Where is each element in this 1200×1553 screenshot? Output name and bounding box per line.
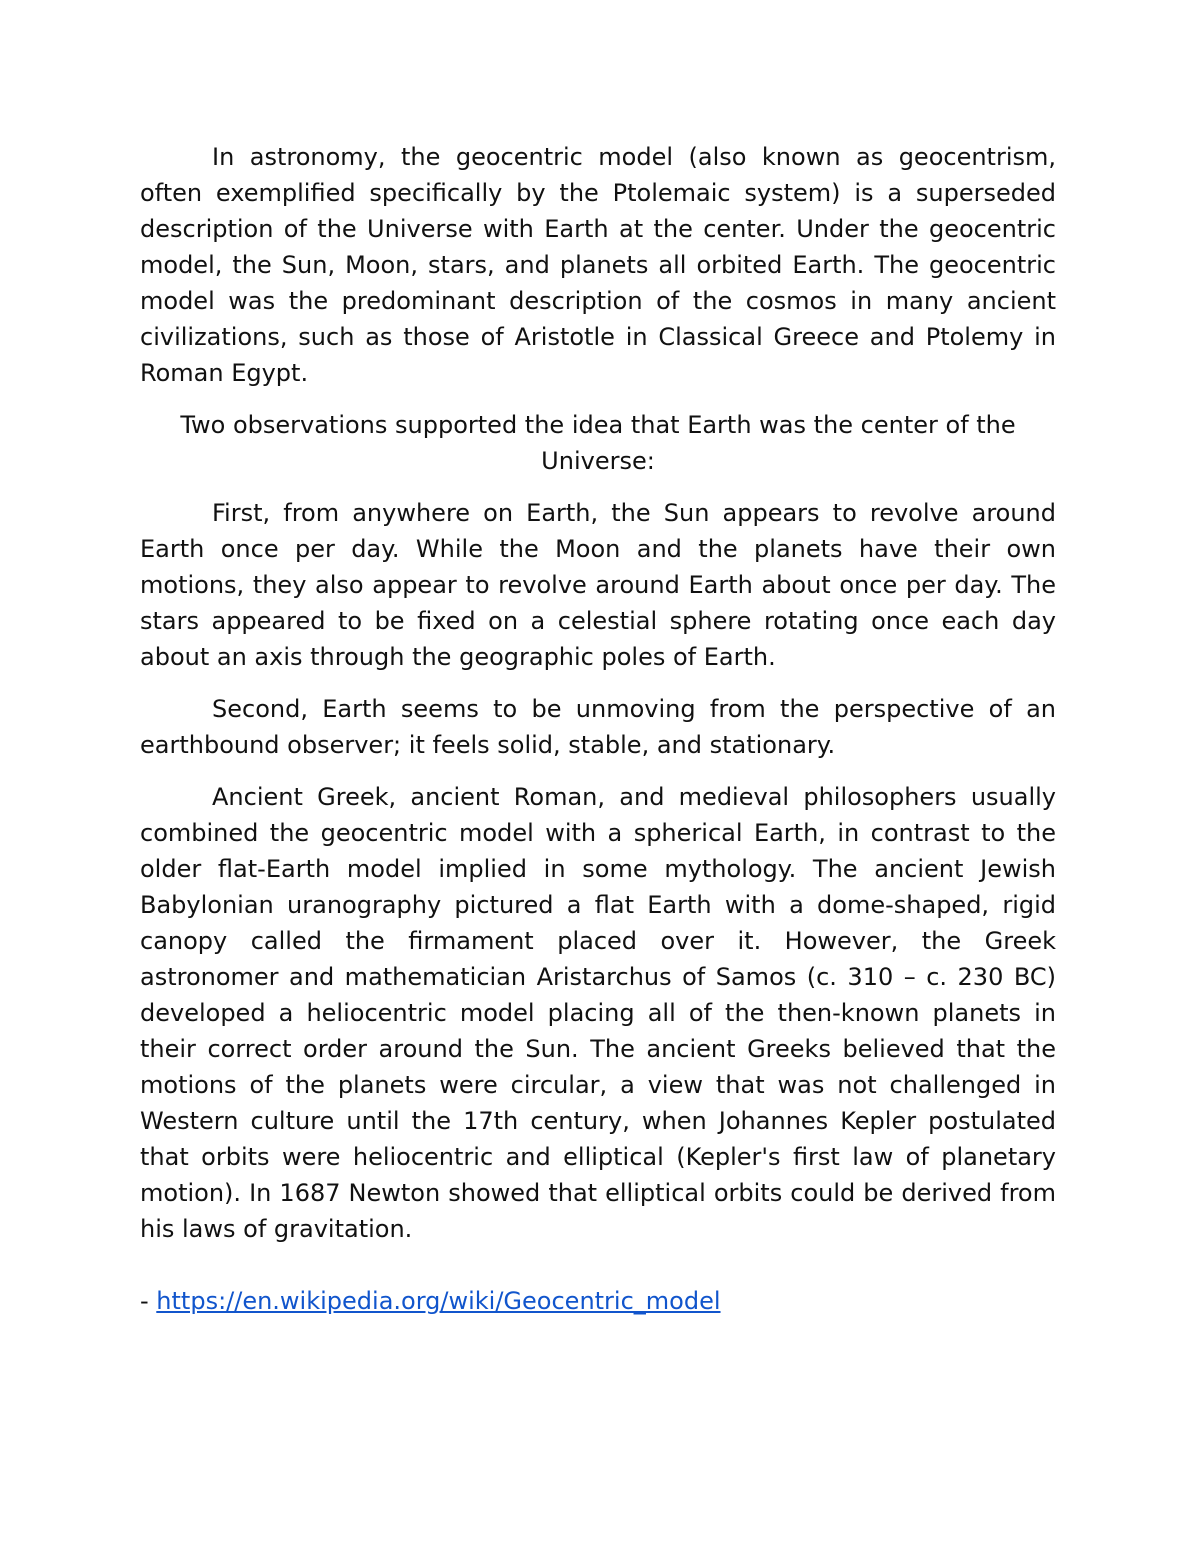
source-citation (140, 1283, 1056, 1319)
paragraph-second-observation: Second, Earth seems to be unmoving from the perspective of an earthbound observer; it feels solid, stable, and stationary. (140, 695, 1056, 759)
paragraph-intro: In astronomy, the geocentric model (also known as geocentrism, often exemplified specifically by the Ptolemaic system) is a superseded description of the Universe with Earth at the center. Under the geocentric model, the Sun, Moon, stars, and planets all orbited Earth. The geocentric model was the predominant description of the cosmos in many ancient civilizations, such as those of Aristotle in Classical Greece and Ptolemy in Roman Egypt. (140, 143, 1056, 387)
paragraph-history: Ancient Greek, ancient Roman, and medieval philosophers usually combined the geocentric model with a spherical Earth, in contrast to the older flat-Earth model implied in some mythology. The ancient Jewish Babylonian uranography pictured a flat Earth with a dome-shaped, rigid canopy called the firmament placed over it. However, the Greek astronomer and mathematician Aristarchus of Samos (c. 310 – c. 230 BC) developed a heliocentric model placing all of the then-known planets in their correct order around the Sun. The ancient Greeks believed that the motions of the planets were circular, a view that was not challenged in Western culture until the 17th century, when Johannes Kepler postulated that orbits were heliocentric and elliptical (Kepler's first law of planetary motion). In 1687 Newton showed that elliptical orbits could be derived from his laws of gravitation. (140, 783, 1056, 1243)
document-body (140, 139, 1056, 1319)
paragraph-first-observation: First, from anywhere on Earth, the Sun appears to revolve around Earth once per day. While the Moon and the planets have their own motions, they also appear to revolve around Earth about once per day. The stars appeared to be fixed on a celestial sphere rotating once each day about an axis through the geographic poles of Earth. (140, 499, 1056, 671)
source-prefix: - (140, 1287, 157, 1315)
paragraph-observations-heading: Two observations supported the idea that Earth was the center of the Universe: (180, 411, 1016, 475)
source-link[interactable]: https://en.wikipedia.org/wiki/Geocentric_model (156, 1287, 721, 1315)
